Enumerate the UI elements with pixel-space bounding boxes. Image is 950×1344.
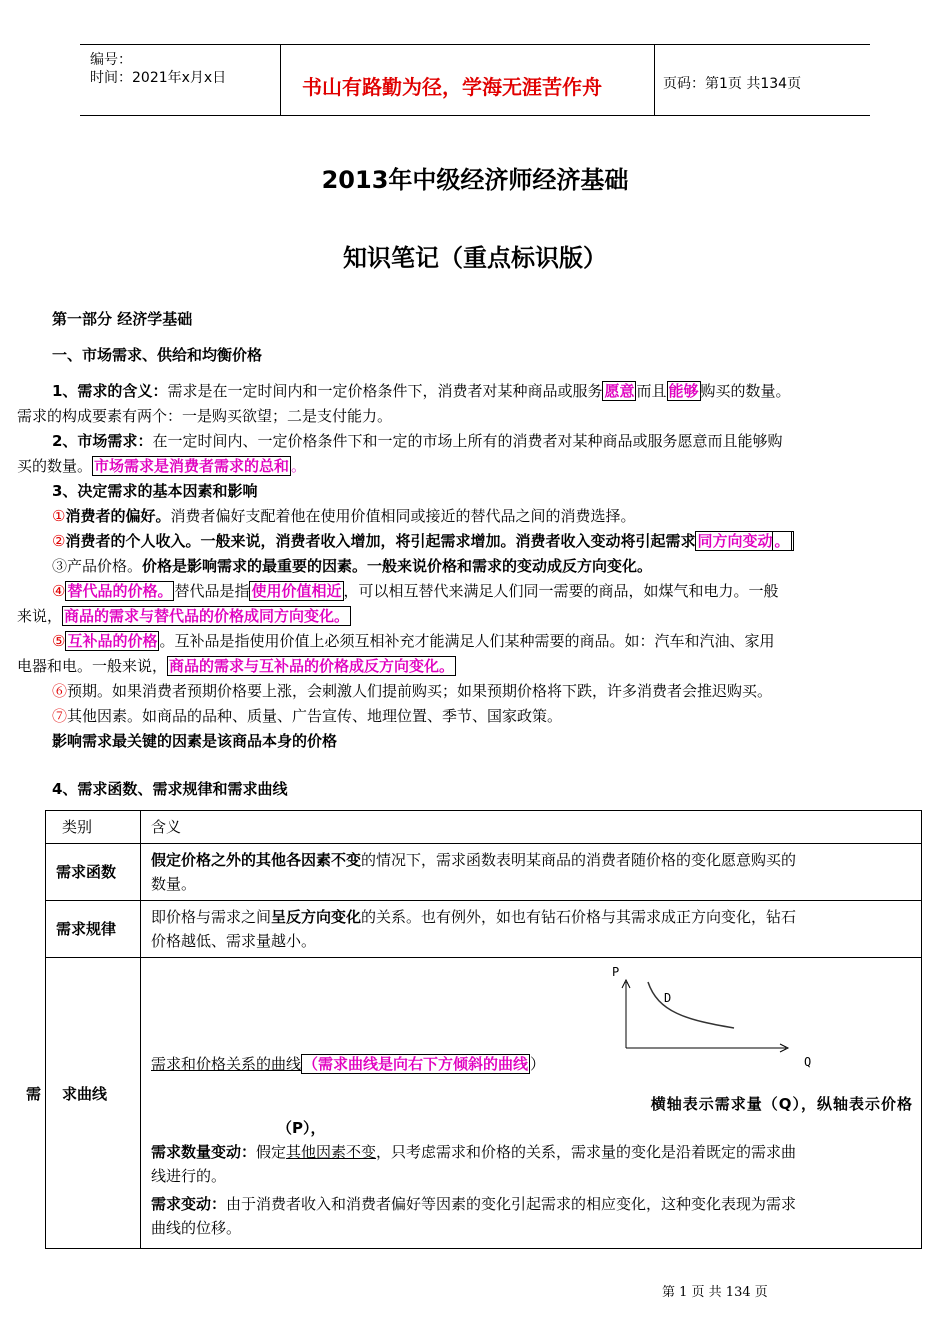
text: 电器和电。一般来说，: [17, 657, 168, 675]
highlight-complement: 互补品的价格: [67, 632, 158, 650]
text: 消费者偏好支配着他在使用价值相同或接近的替代品之间的消费选择。: [170, 507, 636, 525]
text: 消费者的偏好。: [65, 507, 171, 525]
text: 其他因素。如商品的品种、质量、广告宣传、地理位置、季节、国家政策。: [67, 707, 563, 725]
demand-curve-diagram: [606, 962, 816, 1074]
num-4: ④: [52, 582, 66, 600]
demand-curve: [648, 982, 734, 1028]
row-label: 需求规律: [46, 901, 141, 958]
curve-d-label: D: [664, 991, 672, 1005]
text: 价格是影响需求的最重要的因素。一般来说价格和需求的变动成反方向变化。: [142, 557, 653, 575]
col-header-category: 类别: [46, 811, 141, 844]
text: 由于消费者收入和消费者偏好等因素的变化引起需求的相应变化，这种变化表现为需求: [226, 1195, 797, 1213]
highlight-curve-slope: （需求曲线是向右下方倾斜的曲线: [303, 1055, 529, 1073]
market-demand-cont: [17, 455, 917, 477]
section-heading: 一、市场需求、供给和均衡价格: [52, 346, 263, 364]
text: ，只考虑需求和价格的关系，需求量的变化是沿着既定的需求曲: [376, 1143, 797, 1161]
axis-q-label: Q: [804, 1055, 812, 1069]
page-footer: 第 1 页 共 134 页: [662, 1285, 768, 1300]
text: 产品价格。: [67, 557, 143, 575]
text: 价格越低、需求量越小。: [151, 932, 317, 950]
factor-4-cont: [17, 605, 917, 627]
highlight-willing: 愿意: [604, 382, 635, 400]
text: 需求数量变动：: [151, 1143, 257, 1161]
factor-4: [52, 580, 950, 602]
text: 需求变动：: [151, 1195, 227, 1213]
num-2: ②: [52, 532, 66, 550]
text: 的情况下，需求函数表明某商品的消费者随价格的变化愿意购买的: [361, 851, 797, 869]
text: 预期。如果消费者预期价格要上涨，会刺激人们提前购买；如果预期价格将下跌，许多消费者会推迟购买。: [67, 682, 773, 700]
header-motto-cell: [280, 45, 655, 115]
row-label: [26, 958, 141, 1249]
num-5: ⑤: [52, 632, 66, 650]
text: ）: [530, 1055, 546, 1073]
highlight-substitute: 替代品的价格。: [67, 582, 173, 600]
text: 需求是在一定时间内和一定价格条件下，消费者对某种商品或服务: [167, 382, 603, 400]
axis-note: 横轴表示需求量（Q），纵轴表示价格: [650, 1095, 913, 1113]
num-7: ⑦: [52, 707, 68, 725]
factor-1: [52, 505, 950, 527]
highlight-market-sum: 市场需求是消费者需求的总和: [94, 457, 290, 475]
code-label: 编号：: [90, 52, 132, 68]
text: 买的数量。: [17, 457, 93, 475]
text: 需: [26, 1085, 42, 1103]
num-3: ③: [52, 557, 68, 575]
text: 曲线的位移。: [151, 1219, 242, 1237]
market-demand: [52, 430, 950, 452]
text: 。互补品是指使用价值上必须互相补充才能满足人们某种需要的商品。如：汽车和汽油、家用: [159, 632, 775, 650]
quantity-change: [151, 1140, 911, 1188]
demand-change: [151, 1192, 911, 1240]
text: 即价格与需求之间: [151, 908, 272, 926]
col-header-meaning: 含义: [141, 811, 922, 844]
time-label: 时间：2021年x月x日: [90, 70, 227, 86]
num-1: ①: [52, 507, 66, 525]
factor-7: [52, 705, 950, 727]
row-label: 需求函数: [46, 844, 141, 901]
row-content: [141, 844, 922, 901]
text: 呈反方向变化: [271, 908, 362, 926]
factor-2: [52, 530, 950, 552]
text: 假定: [256, 1143, 287, 1161]
row-content: [141, 958, 922, 1249]
doc-title-line2: 知识笔记（重点标识版）: [343, 244, 607, 272]
section-4-heading: 4、需求函数、需求规律和需求曲线: [52, 780, 288, 798]
table-header-row: [46, 811, 922, 844]
row-content: [141, 901, 922, 958]
part-heading: 第一部分 经济学基础: [52, 310, 193, 328]
text: 在一定时间内、一定价格条件下和一定的市场上所有的消费者对某种商品或服务愿意而且能够购: [152, 432, 783, 450]
header-page-cell: [655, 45, 870, 115]
highlight-substitute-rule: 商品的需求与替代品的价格成同方向变化。: [64, 607, 350, 625]
page-header: [80, 44, 870, 116]
header-meta: [80, 45, 281, 115]
axis-note-cont: （P），: [277, 1119, 326, 1137]
text: 假定价格之外的其他各因素不变: [151, 851, 362, 869]
text: 。: [774, 532, 790, 550]
text: 消费者的个人收入。一般来说，消费者收入增加，将引起需求增加。消费者收入变动将引起需求: [65, 532, 696, 550]
text: 的关系。也有例外，如也有钻石价格与其需求成正方向变化，钻石: [361, 908, 797, 926]
demand-table: [26, 810, 922, 1249]
factor-6: [52, 680, 950, 702]
axis-p-label: P: [612, 965, 620, 979]
text: 来说，: [17, 607, 63, 625]
table-row: [46, 844, 922, 901]
num-6: ⑥: [52, 682, 68, 700]
doc-title-line1: 2013年中级经济师经济基础: [321, 166, 629, 194]
text: ，可以相互替代来满足人们同一需要的商品，如煤气和电力。一般: [343, 582, 779, 600]
text: 。: [291, 457, 307, 475]
term-label: 1、需求的含义：: [52, 382, 168, 400]
highlight-complement-rule: 商品的需求与互补品的价格成反方向变化。: [169, 657, 455, 675]
text: 需求和价格关系的曲线: [151, 1055, 302, 1073]
factor-3: [52, 555, 950, 577]
table-row: [46, 958, 922, 1249]
text: 数量。: [151, 875, 197, 893]
highlight-able: 能够: [668, 382, 699, 400]
factors-heading: 3、决定需求的基本因素和影响: [52, 482, 258, 500]
highlight-same-direction: [695, 531, 793, 551]
curve-desc: [151, 1052, 545, 1076]
factor-5-cont: [17, 655, 917, 677]
text: 同方向变动: [697, 532, 773, 550]
text: 购买的数量。: [700, 382, 791, 400]
text: 替代品是指: [174, 582, 250, 600]
text: 其他因素不变: [286, 1143, 377, 1161]
key-factor: 影响需求最关键的因素是该商品本身的价格: [52, 732, 338, 750]
factor-5: [52, 630, 950, 652]
text: 求曲线: [62, 1085, 108, 1103]
demand-elements: 需求的构成要素有两个：一是购买欲望；二是支付能力。: [17, 407, 393, 425]
text: 而且: [636, 382, 667, 400]
term-label: 2、市场需求：: [52, 432, 153, 450]
highlight-similar-value: 使用价值相近: [251, 582, 342, 600]
page-info: 页码：第1页 共134页: [663, 76, 802, 92]
text: 线进行的。: [151, 1167, 227, 1185]
demand-definition: [52, 380, 950, 402]
motto: 书山有路勤为径，学海无涯苦作舟: [302, 75, 602, 99]
table-row: [46, 901, 922, 958]
